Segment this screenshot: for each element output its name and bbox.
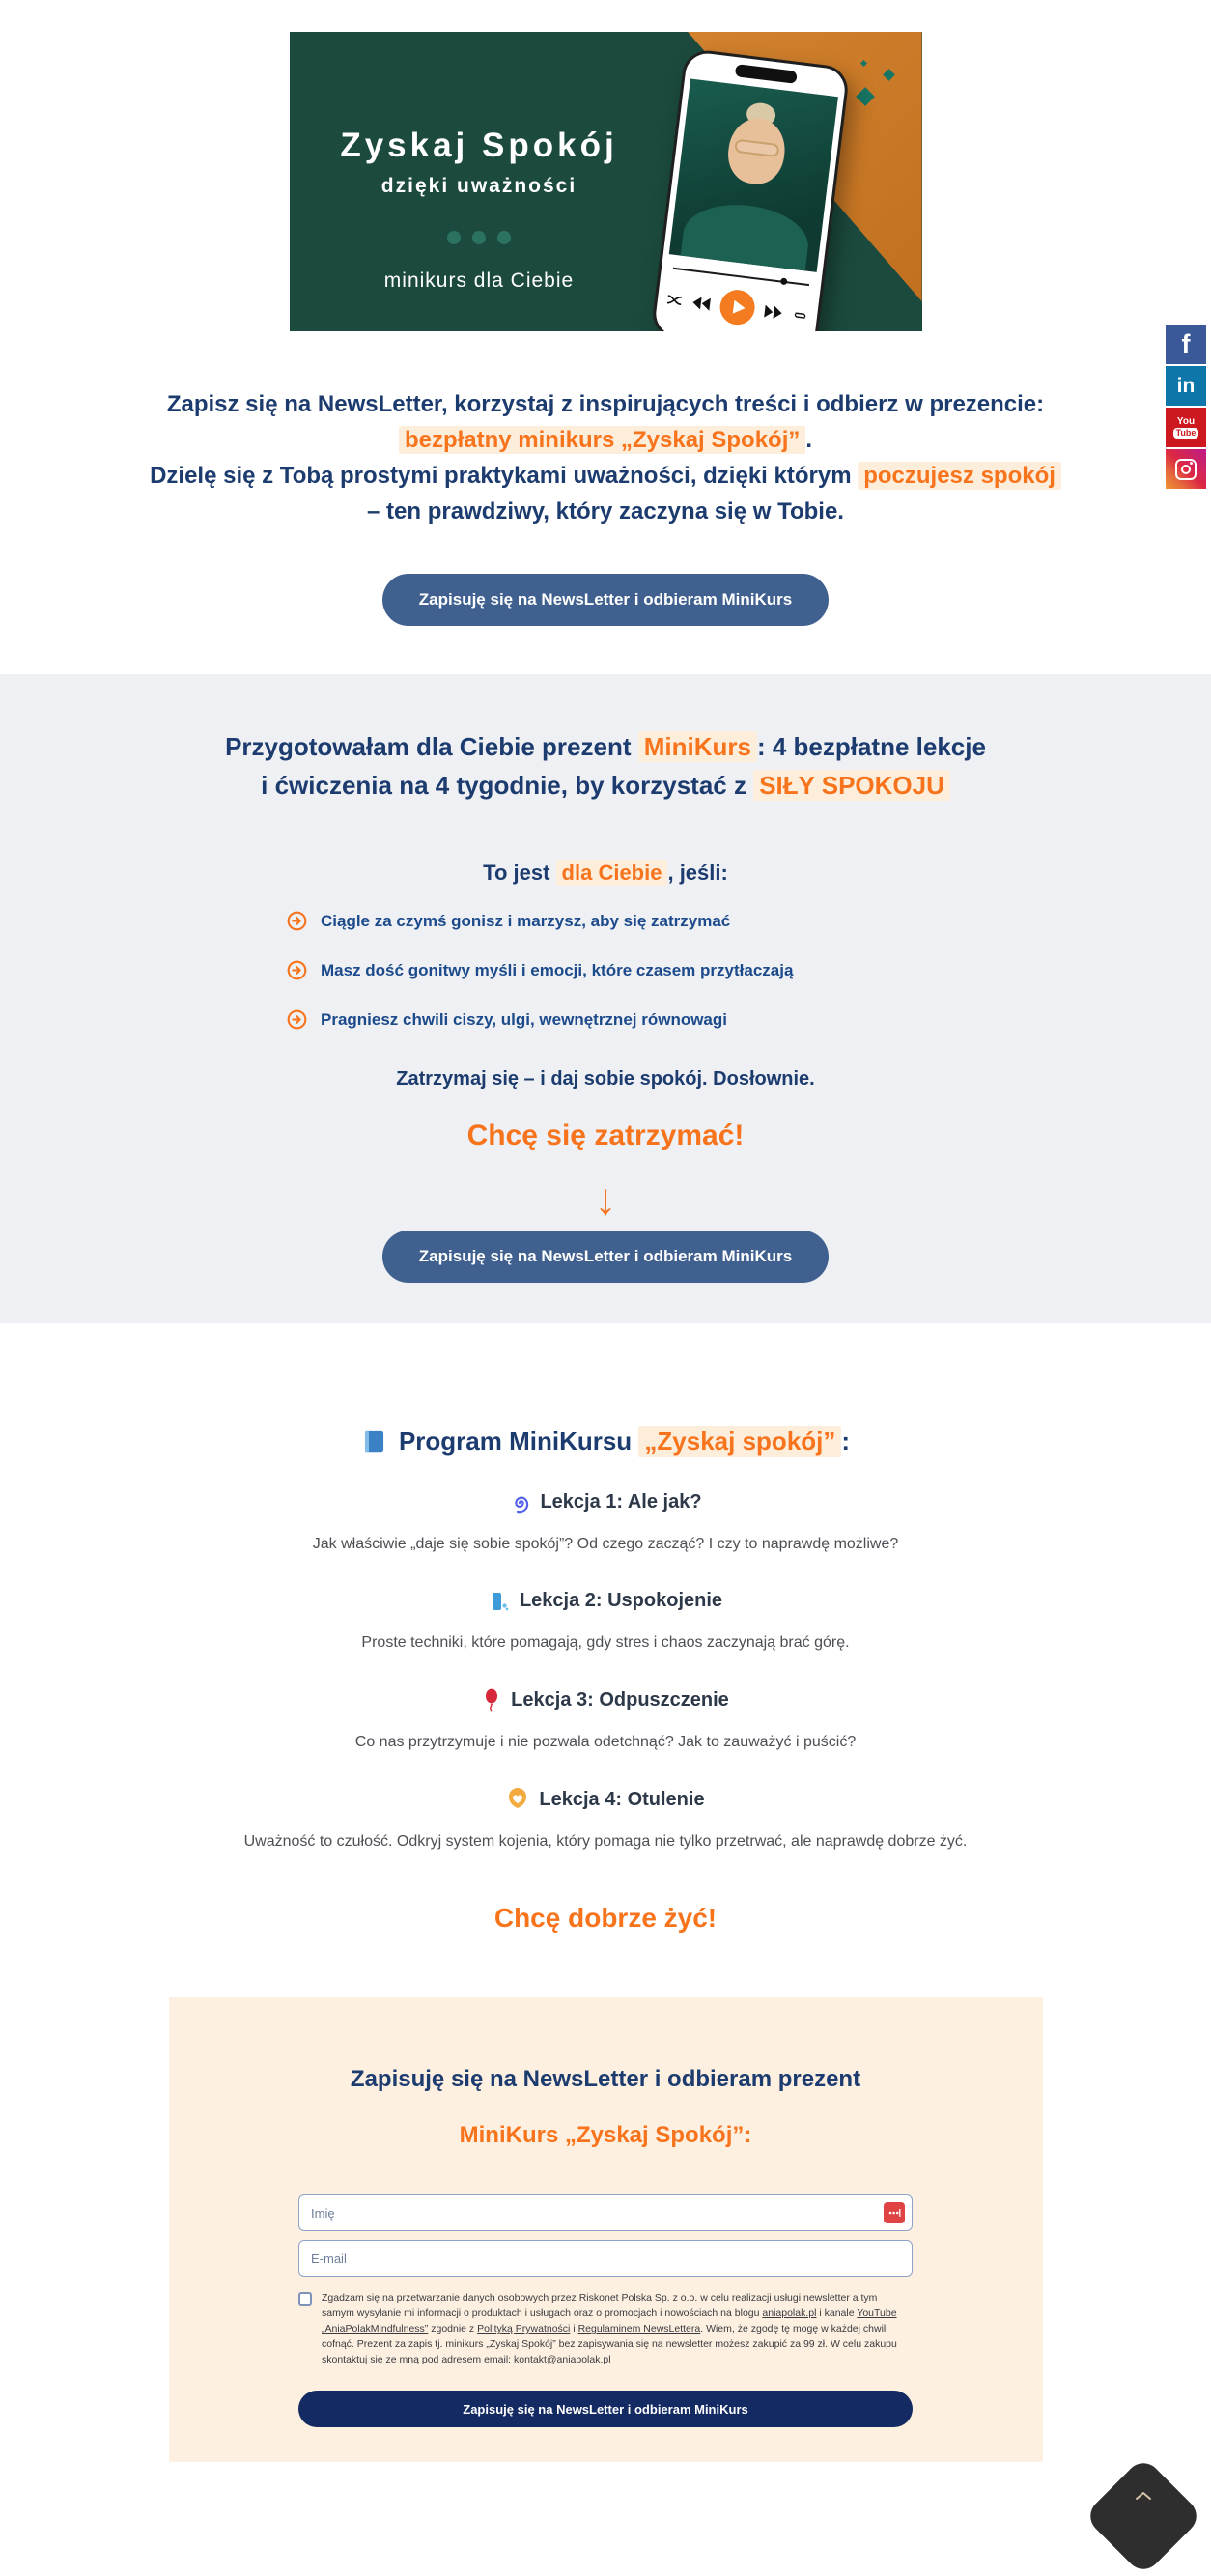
text-segment: : 4 bezpłatne lekcje	[756, 732, 986, 761]
form-heading-line1: Zapisuję się na NewsLetter i odbieram prezent	[350, 2066, 861, 2093]
lesson-title-text: Lekcja 4: Otulenie	[539, 1788, 705, 1810]
lesson-title-text: Lekcja 1: Ale jak?	[540, 1491, 702, 1514]
list-item-label: Masz dość gonitwy myśli i emocji, które czasem przytłaczają	[321, 960, 794, 979]
text-segment: :	[841, 1427, 851, 1457]
highlighted-text: „Zyskaj spokój”	[638, 1426, 841, 1457]
blue-book-icon	[361, 1429, 387, 1455]
newsletter-cta-button[interactable]: Zapisuję się na NewsLetter i odbieram MiniKurs	[382, 1231, 829, 1283]
rewind-icon	[690, 295, 713, 312]
banner-dots	[290, 231, 669, 244]
offer-heading	[152, 727, 1059, 805]
text-segment: – ten prawdziwy, który zaczyna się w Tobie.	[367, 498, 844, 524]
instagram-icon[interactable]	[1166, 449, 1206, 489]
cta-headline: Chcę się zatrzymać!	[466, 1119, 745, 1151]
name-input[interactable]	[298, 2194, 913, 2231]
banner-title: Zyskaj Spokój	[340, 127, 618, 164]
highlighted-text: poczujesz spokój	[858, 462, 1061, 490]
newsletter-cta-button[interactable]: Zapisuję się na NewsLetter i odbieram MiniKurs	[382, 574, 829, 626]
program-heading-text	[399, 1427, 850, 1457]
lesson-title	[0, 1688, 1211, 1712]
form-fields	[298, 2194, 913, 2427]
highlighted-text: dla Ciebie	[556, 860, 668, 886]
consent-row	[298, 2290, 913, 2367]
play-icon	[718, 288, 756, 326]
lesson-description: Co nas przytrzymuje i nie pozwala odetchnąć? Jak to zauważyć i puścić?	[354, 1734, 857, 1751]
list-item	[287, 911, 924, 931]
player-controls	[664, 281, 808, 331]
intro-section	[0, 386, 1211, 626]
linkedin-icon[interactable]	[1166, 366, 1206, 406]
lesson-title	[0, 1788, 1211, 1811]
email-input[interactable]	[298, 2240, 913, 2277]
text-segment: , jeśli:	[667, 861, 728, 885]
program-section	[0, 1323, 1211, 1935]
player-progress-bar	[672, 268, 808, 286]
stop-line: Zatrzymaj się – i daj sobie spokój. Dosłownie.	[396, 1068, 815, 1090]
benefit-list	[287, 911, 924, 1030]
list-item	[287, 960, 924, 980]
shuffle-icon	[666, 293, 682, 307]
consent-link[interactable]: YouTube „AniaPolakMindfulness”	[322, 2307, 897, 2335]
cyclone-icon	[509, 1492, 530, 1514]
photo-shoulders	[679, 198, 812, 272]
arrow-circle-icon	[287, 960, 307, 980]
autofill-extension-icon[interactable]	[884, 2202, 905, 2223]
youtube-glyph-top: You	[1176, 415, 1196, 427]
text-segment: i kanale	[816, 2307, 858, 2320]
signup-form-section	[169, 1997, 1043, 2462]
text-segment: To jest	[483, 861, 556, 885]
text-segment: . Wiem, że zgodę tę mogę w każdej chwili cofnąć. Prezent za zapis tj. minikurs „Zyskaj Spokój” bez zapisywania się na newsletter możesz zakupić za 99 zł. W celu zakupu skontaktuj się ze mną pod adresem email:	[322, 2323, 897, 2366]
phone-mockup	[650, 48, 850, 331]
text-segment: Przygotowałam dla Ciebie prezent	[225, 732, 638, 761]
arrow-circle-icon	[287, 911, 307, 931]
youtube-icon[interactable]	[1166, 408, 1206, 447]
scroll-top-diamond	[1084, 2456, 1203, 2576]
author-photo	[668, 79, 837, 272]
text-segment: Dzielę się z Tobą prostymi praktykami uważności, dzięki którym	[150, 463, 859, 489]
list-item-label: Ciągle za czymś gonisz i marzysz, aby się zatrzymać	[321, 911, 731, 930]
text-segment: i	[570, 2323, 578, 2335]
highlighted-text: SIŁY SPOKOJU	[753, 770, 950, 801]
email-field-wrap	[298, 2240, 913, 2277]
lesson-title	[0, 1590, 1211, 1612]
text-segment: i ćwiczenia na 4 tygodnie, by korzystać z	[261, 771, 754, 800]
banner-caption: minikurs dla Ciebie	[383, 269, 575, 292]
text-segment: Program MiniKursu	[398, 1427, 639, 1457]
chevron-up-icon	[1135, 2491, 1152, 2501]
balloon-icon	[482, 1688, 501, 1712]
banner-text-block	[290, 32, 669, 331]
consent-link[interactable]: Regulaminem NewsLettera	[577, 2323, 701, 2335]
linkedin-glyph: in	[1176, 374, 1196, 397]
facebook-glyph: f	[1181, 329, 1191, 358]
newsletter-landing-page	[0, 32, 1211, 2505]
instagram-camera-glyph	[1175, 459, 1197, 480]
list-item-label: Pragniesz chwili ciszy, ulgi, wewnętrznej równowagi	[321, 1009, 727, 1029]
social-sidebar	[1166, 325, 1206, 489]
list-item	[287, 1009, 924, 1030]
arrow-circle-icon	[287, 1009, 307, 1030]
youtube-glyph-bottom: Tube	[1173, 428, 1199, 439]
lesson-description: Proste techniki, które pomagają, gdy stres i chaos zaczynają brać górę.	[361, 1634, 850, 1652]
intro-text	[142, 386, 1069, 529]
facebook-icon[interactable]	[1166, 325, 1206, 364]
lesson-title-text: Lekcja 2: Uspokojenie	[519, 1590, 723, 1612]
text-segment: .	[805, 427, 813, 453]
highlighted-text: bezpłatny minikurs „Zyskaj Spokój”	[399, 426, 805, 454]
highlighted-text: MiniKurs	[638, 731, 757, 762]
consent-link[interactable]: aniapolak.pl	[762, 2307, 817, 2320]
consent-link[interactable]: Polityką Prywatności	[477, 2323, 571, 2335]
form-heading-line2: MiniKurs „Zyskaj Spokój”:	[459, 2122, 752, 2149]
lesson-title	[0, 1491, 1211, 1514]
repeat-icon	[792, 308, 807, 323]
text-segment: Zapisz się na NewsLetter, korzystaj z inspirujących treści i odbierz w prezencie:	[166, 391, 1045, 417]
submit-button[interactable]: Zapisuję się na NewsLetter i odbieram MiniKurs	[298, 2391, 913, 2427]
hero-banner	[290, 32, 922, 331]
phone-notch	[734, 64, 797, 84]
program-heading	[0, 1427, 1211, 1457]
name-field-wrap	[298, 2194, 913, 2231]
text-segment: zgodnie z	[428, 2323, 478, 2335]
arrow-down-icon: ↓	[594, 1173, 617, 1224]
lesson-title-text: Lekcja 3: Odpuszczenie	[511, 1688, 729, 1711]
fast-forward-icon	[762, 303, 785, 321]
consent-link[interactable]: kontakt@aniapolak.pl	[514, 2354, 611, 2366]
heart-hands-icon	[506, 1788, 529, 1811]
text-segment: Zgadzam się na przetwarzanie danych osobowych przez Riskonet Polska Sp. z o.o. w celu realizacji usługi newsletter a tym samym wysyłanie mi informacji o produktach i usługach oraz o promocjach i nowościach na blogu	[322, 2292, 878, 2320]
scroll-to-top-button[interactable]	[1101, 2474, 1186, 2559]
lesson-description: Jak właściwie „daje się sobie spokój”? Od czego zacząć? I czy to naprawdę możliwe?	[312, 1536, 899, 1553]
blue-door-icon	[489, 1591, 510, 1612]
offer-subheading	[0, 861, 1211, 886]
offer-section	[0, 674, 1211, 1323]
consent-text	[322, 2290, 913, 2367]
consent-checkbox[interactable]	[298, 2292, 312, 2306]
lesson-description: Uważność to czułość. Odkryj system kojenia, który pomaga nie tylko przetrwać, ale naprawdę dobrze żyć.	[243, 1833, 968, 1851]
program-cta-headline: Chcę dobrze żyć!	[493, 1903, 718, 1934]
banner-subtitle: dzięki uważności	[380, 175, 577, 197]
